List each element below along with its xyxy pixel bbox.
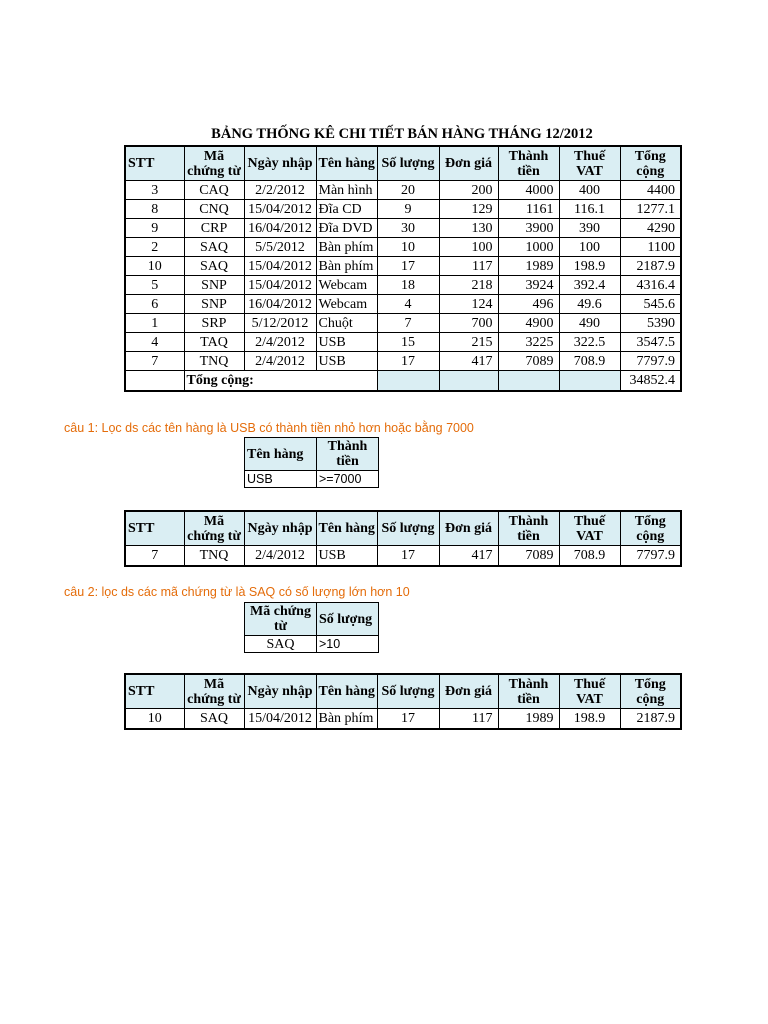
cell-sl[interactable]: 4: [377, 295, 439, 314]
cell-stt[interactable]: 6: [125, 295, 184, 314]
r2-col-ngay-nhap[interactable]: Ngày nhập: [244, 674, 316, 709]
cell-ma[interactable]: CNQ: [184, 200, 244, 219]
cell-ngay[interactable]: 2/2/2012: [244, 181, 316, 200]
cell-thanhtien[interactable]: 1161: [498, 200, 559, 219]
cell-thanhtien[interactable]: 7089: [498, 546, 559, 567]
r2-col-ma-chung-tu[interactable]: Mã chứng từ: [184, 674, 244, 709]
r2-col-don-gia[interactable]: Đơn giá: [439, 674, 498, 709]
total-value[interactable]: 34852.4: [620, 371, 681, 392]
cell-thanhtien[interactable]: 3900: [498, 219, 559, 238]
cell-dongia[interactable]: 124: [439, 295, 498, 314]
criteria-1-header-ten-hang[interactable]: Tên hàng: [245, 438, 317, 471]
criteria-table-2: [244, 602, 379, 653]
table-row: [125, 200, 681, 219]
cell-ngay[interactable]: 2/4/2012: [244, 352, 316, 371]
table-row: [125, 276, 681, 295]
cell-ten[interactable]: USB: [316, 333, 377, 352]
cell-thanhtien[interactable]: 7089: [498, 352, 559, 371]
cell-stt[interactable]: 3: [125, 181, 184, 200]
table-header-row: [125, 146, 681, 181]
cell-sl[interactable]: 10: [377, 238, 439, 257]
cell-ngay[interactable]: 5/12/2012: [244, 314, 316, 333]
cell-thanhtien[interactable]: 4900: [498, 314, 559, 333]
col-so-luong[interactable]: Số lượng: [377, 146, 439, 181]
cell-stt[interactable]: 8: [125, 200, 184, 219]
cell-ma[interactable]: SNP: [184, 295, 244, 314]
cell-tong[interactable]: 545.6: [620, 295, 681, 314]
cell-ngay[interactable]: 15/04/2012: [244, 257, 316, 276]
total-blank-cell[interactable]: [125, 371, 184, 392]
table-row: [125, 709, 681, 730]
cell-sl[interactable]: 7: [377, 314, 439, 333]
cell-ten[interactable]: USB: [316, 546, 377, 567]
report-title: BẢNG THỐNG KÊ CHI TIẾT BÁN HÀNG THÁNG 12/2012: [211, 126, 593, 142]
col-thue-vat[interactable]: Thuế VAT: [559, 146, 620, 181]
cell-stt[interactable]: 9: [125, 219, 184, 238]
table-row: [125, 219, 681, 238]
cell-stt[interactable]: 7: [125, 352, 184, 371]
cell-dongia[interactable]: 200: [439, 181, 498, 200]
cell-ten[interactable]: Webcam: [316, 276, 377, 295]
total-cell-dongia[interactable]: [439, 371, 498, 392]
r1-col-so-luong[interactable]: Số lượng: [377, 511, 439, 546]
col-stt[interactable]: STT: [125, 146, 184, 181]
cell-stt[interactable]: 10: [125, 257, 184, 276]
cell-dongia[interactable]: 417: [439, 352, 498, 371]
cell-ma[interactable]: CAQ: [184, 181, 244, 200]
cell-sl[interactable]: 20: [377, 181, 439, 200]
r2-col-stt[interactable]: STT: [125, 674, 184, 709]
cell-thue[interactable]: 322.5: [559, 333, 620, 352]
total-cell-thue[interactable]: [559, 371, 620, 392]
cell-thanhtien[interactable]: 4000: [498, 181, 559, 200]
cell-thue[interactable]: 116.1: [559, 200, 620, 219]
table-row: [125, 257, 681, 276]
cell-sl[interactable]: 17: [377, 352, 439, 371]
r2-col-tong-cong[interactable]: Tổng cộng: [620, 674, 681, 709]
cell-ten[interactable]: Đĩa DVD: [316, 219, 377, 238]
cell-ngay[interactable]: 15/04/2012: [244, 709, 316, 730]
r1-col-ten-hang[interactable]: Tên hàng: [316, 511, 377, 546]
col-thanh-tien[interactable]: Thành tiền: [498, 146, 559, 181]
cell-ma[interactable]: TNQ: [184, 352, 244, 371]
cell-stt[interactable]: 5: [125, 276, 184, 295]
cell-ma[interactable]: SNP: [184, 276, 244, 295]
cell-tong[interactable]: 2187.9: [620, 257, 681, 276]
cell-ngay[interactable]: 5/5/2012: [244, 238, 316, 257]
cell-tong[interactable]: 7797.9: [620, 352, 681, 371]
cell-thue[interactable]: 708.9: [559, 352, 620, 371]
cell-ten[interactable]: Màn hình: [316, 181, 377, 200]
cell-ma[interactable]: SAQ: [184, 709, 244, 730]
cell-ten[interactable]: Webcam: [316, 295, 377, 314]
cell-thue[interactable]: 100: [559, 238, 620, 257]
r2-col-ten-hang[interactable]: Tên hàng: [316, 674, 377, 709]
cell-dongia[interactable]: 117: [439, 257, 498, 276]
cell-thue[interactable]: 198.9: [559, 709, 620, 730]
cell-ngay[interactable]: 2/4/2012: [244, 546, 316, 567]
cell-thanhtien[interactable]: 1989: [498, 257, 559, 276]
r1-col-stt[interactable]: STT: [125, 511, 184, 546]
cell-dongia[interactable]: 130: [439, 219, 498, 238]
cell-tong[interactable]: 4400: [620, 181, 681, 200]
cell-sl[interactable]: 17: [377, 709, 439, 730]
cell-ten[interactable]: Bàn phím: [316, 709, 377, 730]
total-label[interactable]: Tổng cộng:: [184, 371, 377, 392]
cell-ten[interactable]: Bàn phím: [316, 238, 377, 257]
cell-stt[interactable]: 7: [125, 546, 184, 567]
cell-sl[interactable]: 17: [377, 257, 439, 276]
cell-thue[interactable]: 708.9: [559, 546, 620, 567]
total-row: [125, 371, 681, 392]
cell-ma[interactable]: SAQ: [184, 238, 244, 257]
cell-sl[interactable]: 18: [377, 276, 439, 295]
criteria-table-1: [244, 437, 379, 488]
cell-sl[interactable]: 9: [377, 200, 439, 219]
table-row: [125, 295, 681, 314]
cell-tong[interactable]: 2187.9: [620, 709, 681, 730]
cell-tong[interactable]: 4290: [620, 219, 681, 238]
cell-sl[interactable]: 30: [377, 219, 439, 238]
col-ngay-nhap[interactable]: Ngày nhập: [244, 146, 316, 181]
criteria-2-value-ma-chung-tu[interactable]: SAQ: [245, 636, 317, 653]
cell-thanhtien[interactable]: 496: [498, 295, 559, 314]
cell-thue[interactable]: 392.4: [559, 276, 620, 295]
criteria-2-header-ma-chung-tu[interactable]: Mã chứng từ: [245, 603, 317, 636]
cell-thanhtien[interactable]: 3924: [498, 276, 559, 295]
cell-thue[interactable]: 400: [559, 181, 620, 200]
r1-col-ngay-nhap[interactable]: Ngày nhập: [244, 511, 316, 546]
table-row: [125, 352, 681, 371]
cell-dongia[interactable]: 129: [439, 200, 498, 219]
cell-dongia[interactable]: 417: [439, 546, 498, 567]
cell-dongia[interactable]: 117: [439, 709, 498, 730]
table-row: [125, 238, 681, 257]
cell-tong[interactable]: 1100: [620, 238, 681, 257]
cell-ten[interactable]: Bàn phím: [316, 257, 377, 276]
r1-col-thue-vat[interactable]: Thuế VAT: [559, 511, 620, 546]
result-table-1: [124, 510, 682, 567]
cell-stt[interactable]: 10: [125, 709, 184, 730]
cell-ngay[interactable]: 15/04/2012: [244, 276, 316, 295]
sales-table: [124, 145, 682, 392]
cell-ngay[interactable]: 16/04/2012: [244, 219, 316, 238]
table-row: [125, 546, 681, 567]
r2-col-so-luong[interactable]: Số lượng: [377, 674, 439, 709]
cell-ten[interactable]: Chuột: [316, 314, 377, 333]
col-tong-cong[interactable]: Tổng cộng: [620, 146, 681, 181]
col-don-gia[interactable]: Đơn giá: [439, 146, 498, 181]
table-row: [125, 333, 681, 352]
col-ten-hang[interactable]: Tên hàng: [316, 146, 377, 181]
cell-thue[interactable]: 390: [559, 219, 620, 238]
total-cell-sl[interactable]: [377, 371, 439, 392]
question-2-text: câu 2: lọc ds các mã chứng từ là SAQ có số lượng lớn hơn 10: [64, 585, 410, 599]
r1-col-thanh-tien[interactable]: Thành tiền: [498, 511, 559, 546]
cell-ngay[interactable]: 16/04/2012: [244, 295, 316, 314]
result-table-2: [124, 673, 682, 730]
cell-ma[interactable]: CRP: [184, 219, 244, 238]
cell-ngay[interactable]: 2/4/2012: [244, 333, 316, 352]
cell-tong[interactable]: 4316.4: [620, 276, 681, 295]
cell-dongia[interactable]: 215: [439, 333, 498, 352]
r1-col-tong-cong[interactable]: Tổng cộng: [620, 511, 681, 546]
cell-tong[interactable]: 3547.5: [620, 333, 681, 352]
cell-ngay[interactable]: 15/04/2012: [244, 200, 316, 219]
cell-ma[interactable]: SRP: [184, 314, 244, 333]
cell-tong[interactable]: 7797.9: [620, 546, 681, 567]
cell-sl[interactable]: 17: [377, 546, 439, 567]
table-row: [125, 181, 681, 200]
cell-dongia[interactable]: 100: [439, 238, 498, 257]
r1-col-ma-chung-tu[interactable]: Mã chứng từ: [184, 511, 244, 546]
r1-col-don-gia[interactable]: Đơn giá: [439, 511, 498, 546]
cell-thue[interactable]: 49.6: [559, 295, 620, 314]
cell-ten[interactable]: Đĩa CD: [316, 200, 377, 219]
cell-tong[interactable]: 5390: [620, 314, 681, 333]
cell-stt[interactable]: 2: [125, 238, 184, 257]
r2-col-thanh-tien[interactable]: Thành tiền: [498, 674, 559, 709]
cell-dongia[interactable]: 218: [439, 276, 498, 295]
criteria-1-value-thanh-tien[interactable]: >=7000: [317, 471, 379, 488]
cell-thanhtien[interactable]: 1000: [498, 238, 559, 257]
cell-tong[interactable]: 1277.1: [620, 200, 681, 219]
cell-stt[interactable]: 4: [125, 333, 184, 352]
cell-thue[interactable]: 490: [559, 314, 620, 333]
cell-ma[interactable]: SAQ: [184, 257, 244, 276]
cell-stt[interactable]: 1: [125, 314, 184, 333]
criteria-2-header-so-luong[interactable]: Số lượng: [317, 603, 379, 636]
criteria-1-value-ten-hang[interactable]: USB: [245, 471, 317, 488]
question-1-text: câu 1: Lọc ds các tên hàng là USB có thành tiền nhỏ hơn hoặc bằng 7000: [64, 421, 474, 435]
cell-thanhtien[interactable]: 3225: [498, 333, 559, 352]
cell-ma[interactable]: TAQ: [184, 333, 244, 352]
cell-ma[interactable]: TNQ: [184, 546, 244, 567]
r2-col-thue-vat[interactable]: Thuế VAT: [559, 674, 620, 709]
criteria-2-value-so-luong[interactable]: >10: [317, 636, 379, 653]
cell-thanhtien[interactable]: 1989: [498, 709, 559, 730]
cell-thue[interactable]: 198.9: [559, 257, 620, 276]
criteria-1-header-thanh-tien[interactable]: Thành tiền: [317, 438, 379, 471]
col-ma-chung-tu[interactable]: Mã chứng từ: [184, 146, 244, 181]
cell-ten[interactable]: USB: [316, 352, 377, 371]
cell-dongia[interactable]: 700: [439, 314, 498, 333]
table-row: [125, 314, 681, 333]
total-cell-thanhtien[interactable]: [498, 371, 559, 392]
cell-sl[interactable]: 15: [377, 333, 439, 352]
